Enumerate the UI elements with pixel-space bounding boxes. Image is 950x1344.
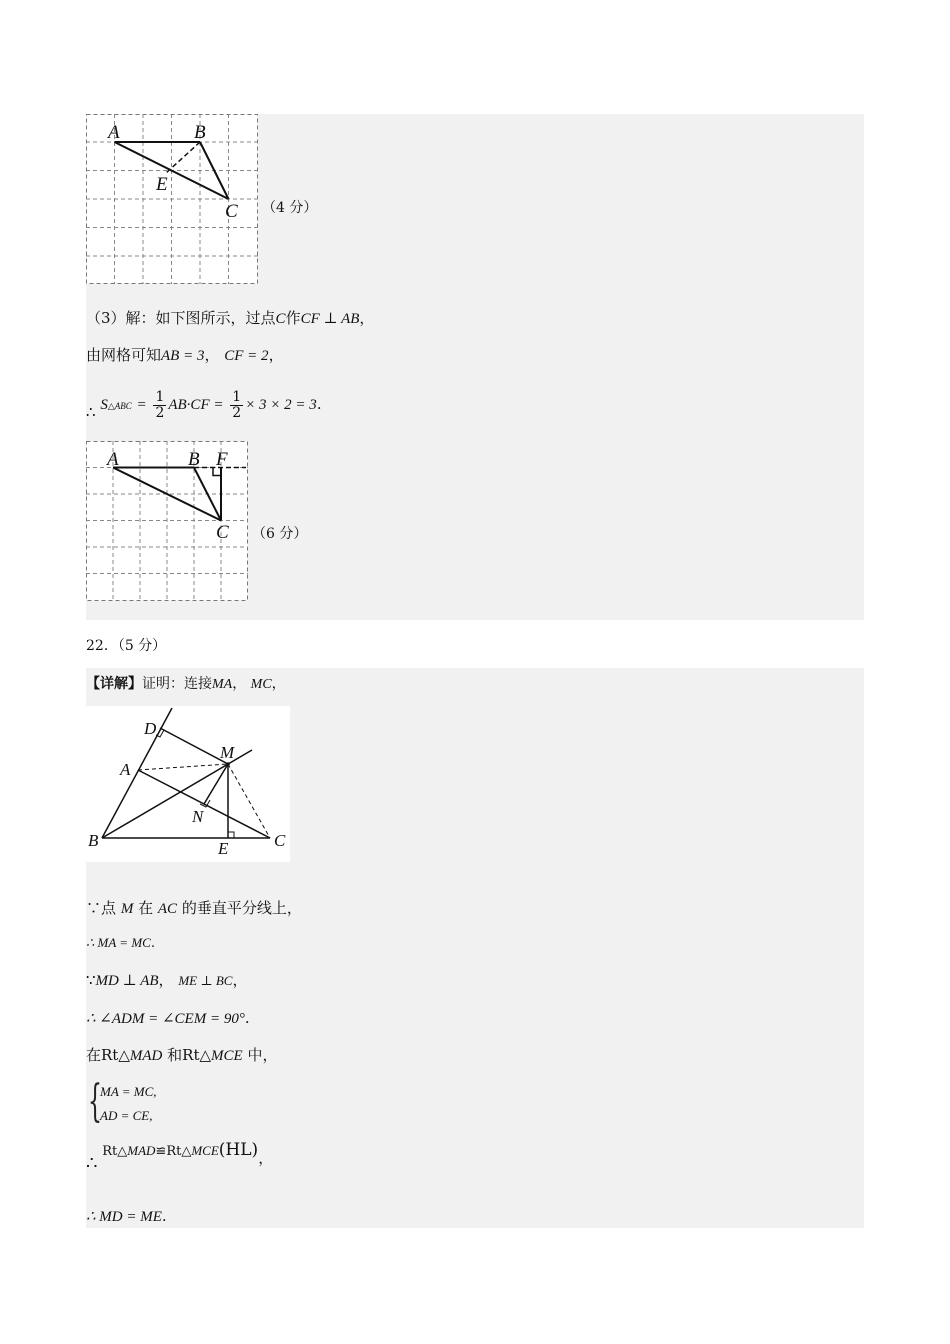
proof-line-7: ∴ Rt△MAD≌Rt△MCE(HL)，: [86, 1140, 274, 1174]
proof-system-line-1: MA = MC,: [100, 1084, 157, 1099]
part3-area-line: ∴ S△ABC = $\frac{1}{2}$ AB·CF = $\frac{1}{2}$ × 3 × 2 = 3.: [86, 388, 322, 421]
q22-detail: 【详解】证明：连接MA， MC，: [86, 676, 286, 692]
proof-line-3: ∵MD ⊥ AB， ME ⊥ BC，: [86, 971, 248, 989]
label-f: F: [216, 449, 228, 470]
label-d: D: [144, 719, 157, 738]
label-n: N: [192, 807, 204, 826]
label-a: A: [108, 122, 120, 143]
label-b: B: [194, 122, 206, 143]
grid-figure-1: [86, 114, 258, 284]
score-fig2: （6 分）: [252, 526, 308, 542]
score-fig1: （4 分）: [262, 200, 318, 216]
part3-grid-line: 由网格可知AB = 3， CF = 2，: [86, 346, 284, 364]
question-22-heading: 22．（5 分）: [86, 638, 167, 654]
system-brace: {: [88, 1076, 102, 1127]
label-c: C: [225, 201, 238, 222]
label-m: M: [220, 743, 235, 762]
label-e: E: [218, 839, 229, 858]
cf-perp-ab: CF ⊥ AB: [300, 311, 360, 327]
label-e: E: [156, 174, 168, 195]
label-b: B: [188, 449, 200, 470]
proof-line-4: ∴ ∠ADM = ∠CEM = 90°.: [86, 1009, 250, 1027]
label-c: C: [216, 522, 229, 543]
proof-system-line-2: AD = CE,: [100, 1108, 153, 1123]
label-c: C: [274, 831, 286, 850]
label-b: B: [88, 831, 99, 850]
part3-intro: （3）解：如下图所示，过点C作CF ⊥ AB，: [86, 309, 375, 327]
geometry-figure-q22: [86, 706, 290, 862]
label-a: A: [107, 449, 119, 470]
proof-line-2: ∴ MA = MC.: [86, 935, 155, 951]
proof-line-8: ∴ MD = ME.: [86, 1207, 167, 1225]
label-a: A: [120, 760, 131, 779]
grid-figure-2: [86, 441, 248, 601]
proof-line-1: ∵点 M 在 AC 的垂直平分线上，: [86, 899, 302, 917]
proof-line-5: 在Rt△MAD 和Rt△MCE 中，: [86, 1046, 278, 1064]
